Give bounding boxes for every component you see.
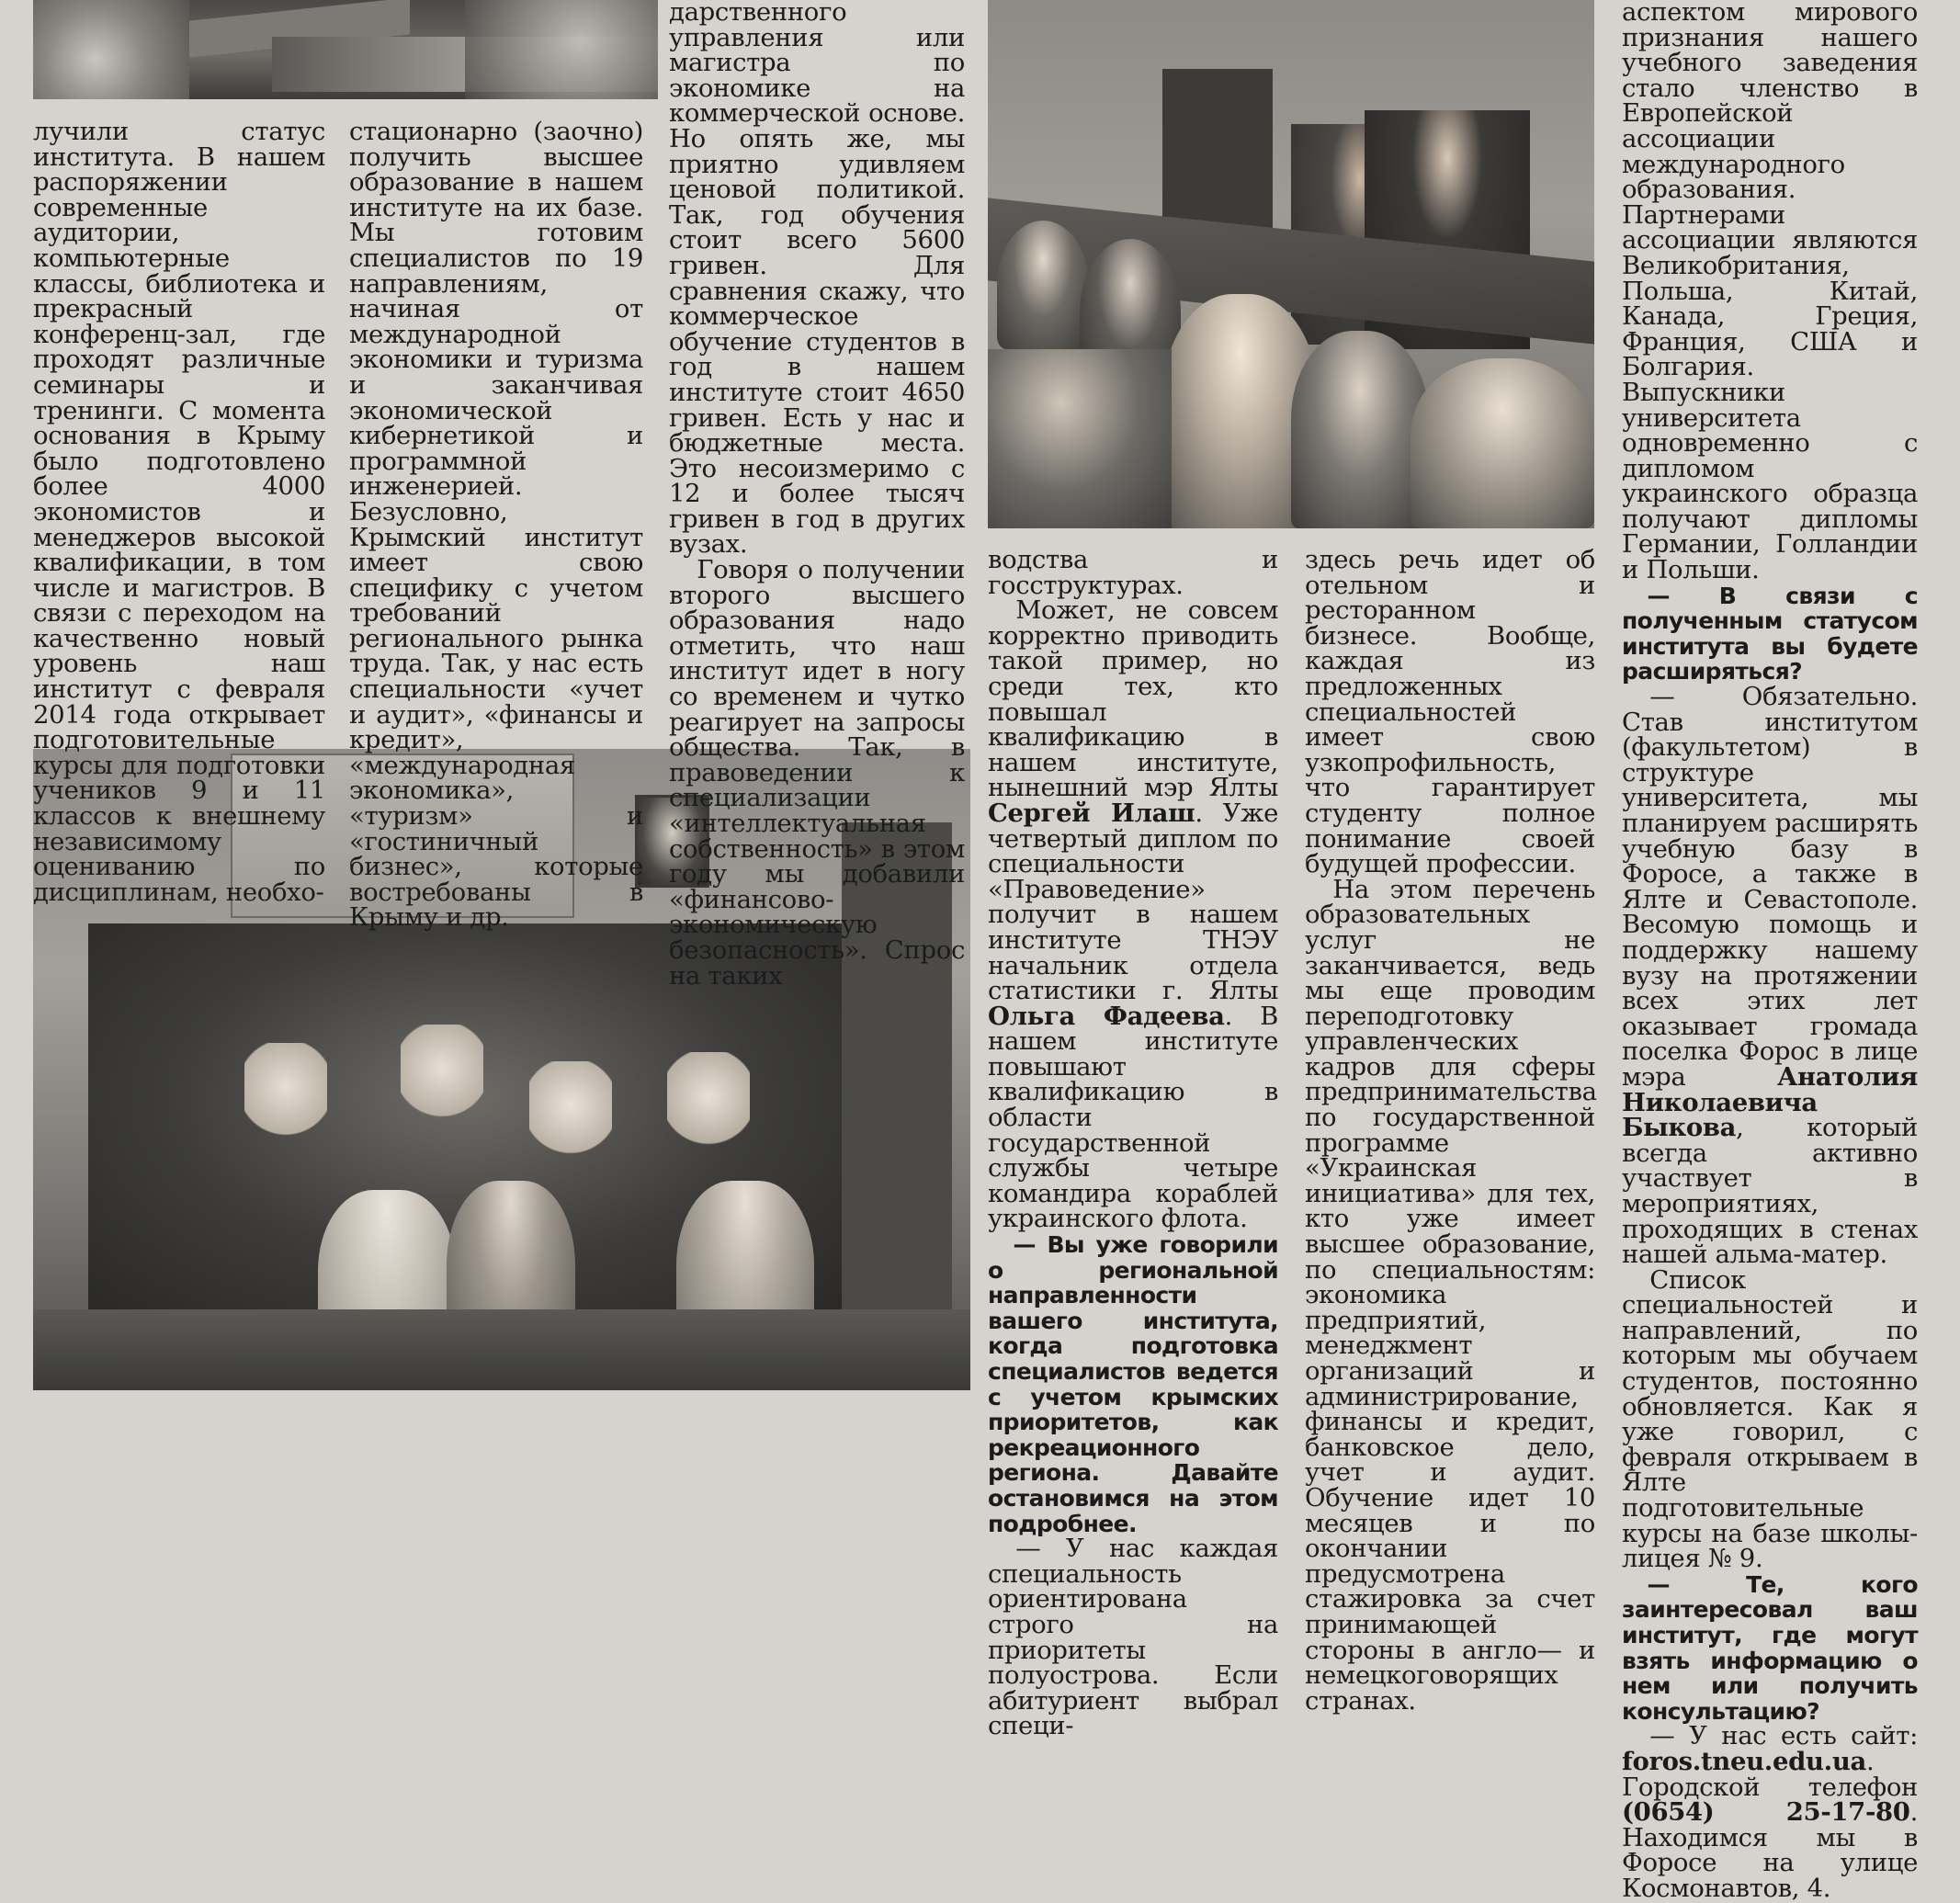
article-column-6 — [1622, 0, 1918, 1902]
paragraph: дарственного управления или магистра по экономике на коммерческой основе. Но опять же, мы приятно удивляем ценовой политикой. Так, год обучения стоит всего 5600 гривен. Для сравнения скажу, что коммерческое обучение студентов в год в нашем институте стоит 4650 гривен. Есть у нас и бюджетные места. Это несоизмеримо с 12 и более тысяч гривен в год в других вузах. — [669, 0, 965, 560]
paragraph: На этом перечень образовательных услуг не заканчивается, ведь мы еще проводим переподготовку управленческих кадров для сферы предпринимательства по государственной программе «Украинская инициатива» для тех, кто уже имеет высшее образование, по специальностям: экономика предприятий, менеджмент организаций и администрирование, финансы и кредит, банковское дело, учет и аудит. Обучение идет 10 месяцев и по окончании предусмотрена стажировка за счет принимающей стороны в англо— и немецкоговорящих странах. — [1305, 874, 1597, 1716]
paragraph — [988, 595, 1278, 1234]
text-run: , который всегда активно участвует в мероприятиях, проходящих в стенах нашей альма-матер. — [1622, 1113, 1918, 1270]
interview-question: — В связи с полученным статусом института вы будете расширяться? — [1622, 582, 1918, 685]
text-run: . Городской телефон — [1622, 1746, 1918, 1802]
interview-question: — Вы уже говорили о региональной направленности вашего института, когда подготовка специалистов ведется с учетом крымских приоритетов, как рекреационного региона. Давайте остановимся на этом подробнее. — [988, 1231, 1278, 1537]
interview-question: — Те, кого заинтересовал ваш институт, где могут взять информацию о нем или получить консультацию? — [1622, 1570, 1918, 1725]
person-name: Анатолия Николаевича Быкова — [1622, 1061, 1918, 1143]
text-run: . В нашем институте повышают квалификацию в области государственной службы четыре командира кораблей украинского флота. — [988, 1001, 1278, 1234]
text-run: — У нас есть сайт: — [1649, 1721, 1918, 1751]
phone-number: (0654) 25-17-80 — [1622, 1797, 1910, 1828]
paragraph: Говоря о получении второго высшего образования надо отметить, что наш институт идет в ногу со временем и чутко реагирует на запросы общества. Так, в правоведении к специализации «интеллектуальная собственность» в этом году мы добавили «финансово-экономическую безопасность». Спрос на таких — [669, 555, 965, 991]
photo-lecture — [988, 0, 1594, 528]
paragraph: аспектом мирового признания нашего учебного заведения стало членство в Европейской ассоциации международного образования. Партнерами ассоциации являются Великобритания, Польша, Китай, Канада, Греция, Франция, США и Болгария. Выпускники университета одновременно с дипломом украинского образца получают дипломы Германии, Голландии и Польши. — [1622, 0, 1918, 585]
text-run: . Находимся мы в Форосе на улице Космонавтов, 4. — [1622, 1797, 1918, 1903]
article-column-2 — [349, 119, 643, 931]
article-column-3 — [669, 0, 965, 989]
text-run: Может, не совсем корректно приводить такой пример, но среди тех, кто повышал квалификацию в нашем институте, нынешний мэр Ялты — [988, 595, 1278, 803]
person-name: Сергей Илаш — [988, 798, 1195, 828]
article-column-5 — [1305, 545, 1597, 1716]
paragraph — [1622, 1721, 1918, 1903]
website-url: foros.tneu.edu.ua — [1622, 1746, 1866, 1776]
paragraph: Список специальностей и направлений, по которым мы обучаем студентов, постоянно обновляется. Как я уже говорил, с февраля открываем в Ялте подготовительные курсы на базе школы-лицея № 9. — [1622, 1264, 1918, 1574]
person-name: Ольга Фадеева — [988, 1001, 1225, 1031]
paragraph: здесь речь идет об отельном и ресторанном бизнесе. Вообще, каждая из предложенных специальностей имеет свою узкопрофильность, что гарантирует студенту полное понимание своей будущей профессии. — [1305, 545, 1595, 879]
article-column-1 — [33, 119, 325, 905]
photo-top-left — [33, 0, 658, 99]
text-run: . Уже четвертый диплом по специальности «Правоведение» получит в нашем институте ТНЭУ начальник отдела статистики г. Ялты — [988, 798, 1278, 1006]
paragraph: лучили статус института. В нашем распоряжении современные аудитории, компьютерные классы, библиотека и прекрасный конференц-зал, где проходят различные семинары и тренинги. С момента основания в Крыму было подготовлено более 4000 экономистов и менеджеров высокой квалификации, в том числе и магистров. В связи с переходом на качественно новый уровень наш институт с февраля 2014 года открывает подготовительные курсы для подготовки учеников 9 и 11 классов к внешнему независимому оцениванию по дисциплинам, необхо- — [33, 117, 325, 907]
paragraph: — У нас каждая специальность ориентирована строго на приоритеты полуострова. Если абитуриент выбрал специ- — [988, 1534, 1278, 1741]
paragraph — [1622, 682, 1918, 1270]
paragraph: стационарно (заочно) получить высшее образование в нашем институте на их базе. Мы готовим специалистов по 19 направлениям, начиная от международной экономики и туризма и заканчивая экономической кибернетикой и программной инженерией. Безусловно, Крымский институт имеет свою специфику с учетом требований регионального рынка труда. Так, у нас есть специальности «учет и аудит», «финансы и кредит», «международная экономика», «туризм» и «гостиничный бизнес», которые востребованы в Крыму и др. — [349, 117, 643, 933]
article-column-4 — [988, 545, 1278, 1741]
paragraph: водства и госструктурах. — [988, 545, 1278, 600]
text-run: — Обязательно. Став институтом (факультетом) в структуре университета, мы планируем расширять учебную базу в Форосе, а также в Ялте и Севастополе. Весомую помощь и поддержку нашему вузу на протяжении всех этих лет оказывает громада поселка Форос в лице мэра — [1622, 682, 1918, 1092]
